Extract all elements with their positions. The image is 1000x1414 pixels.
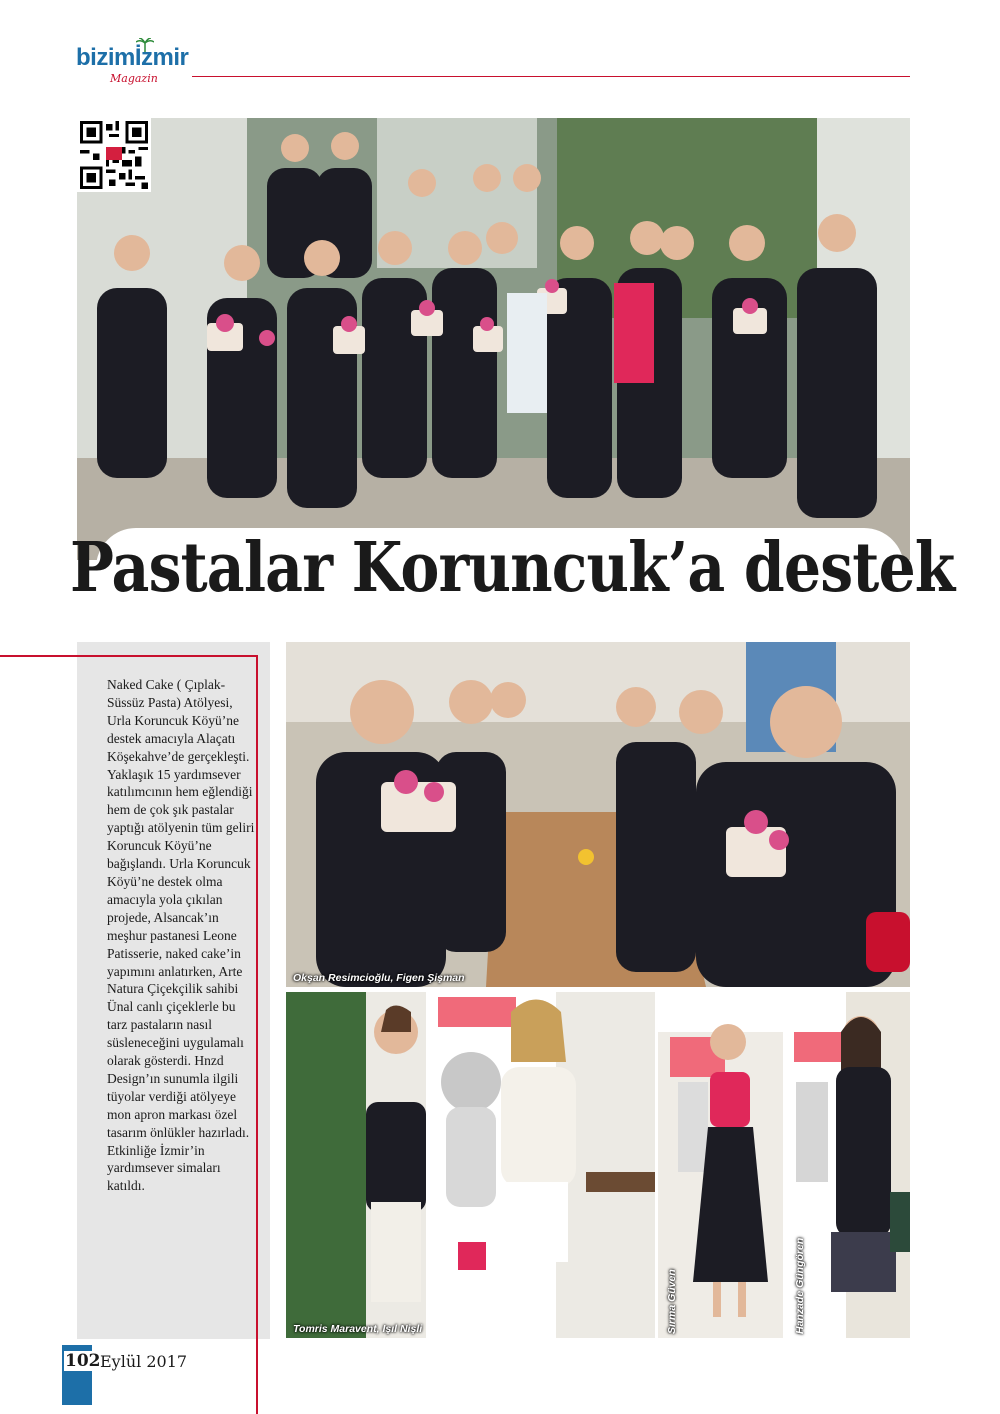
accent-rule-horizontal: [0, 655, 258, 657]
koruncuk-banner-photo: [286, 992, 655, 1338]
palm-tree-icon: [136, 38, 154, 52]
hero-group-photo: [77, 118, 910, 560]
photo2-caption: Okşan Resimcioğlu, Figen Şişman: [293, 972, 465, 984]
accent-rule-vertical: [256, 655, 258, 1414]
page-number: 102: [65, 1351, 101, 1371]
workshop-photo-illustration: [286, 642, 910, 987]
banner-photo-illustration: [286, 992, 655, 1338]
header-rule: [192, 76, 910, 77]
photo3-caption: Tomris Maravent, Işıl Nişli: [293, 1323, 423, 1335]
logo-text: bizimİzmir: [76, 44, 189, 71]
photo5-caption: Hanzade Güngören: [794, 1237, 806, 1334]
photo4-caption: Sırma Güven: [666, 1269, 678, 1334]
magazine-logo: [76, 44, 206, 88]
workshop-table-photo: [286, 642, 910, 987]
issue-date: Eylül 2017: [100, 1352, 188, 1371]
qr-code[interactable]: [77, 118, 151, 192]
hero-photo-illustration: [77, 118, 910, 560]
qr-code-icon: [80, 121, 148, 189]
article-headline: Pastalar Koruncuk’a destek: [70, 528, 955, 608]
article-body: Naked Cake ( Çıplak- Süssüz Pasta) Atölyesi, Urla Koruncuk Köyü’ne destek amacıyla Alaçatı Köşekahve’de gerçekleşti. Yaklaşık 15 yardımsever katılımcının hem eğlendiği hem de çok şık pastalar yaptığı atölyenin tüm geliri Koruncuk Köyü’ne bağışlandı. Urla Koruncuk Köyü’ne destek olma amacıyla yola çıkılan projede, Alsancak’ın meşhur pastanesi Leone Patisserie, naked cake’in yapımını anlatırken, Arte Natura Çiçekçilik sahibi Ünal canlı çiçeklerle bu tarz pastaların nasıl süsleneceğini uygulamalı olarak gösterdi. Hnzd Design’ın sunumla ilgili tüyolar verdiği atölyeye mon apron markası özel tasarım önlükler hazırladı. Etkinliğe İzmir’in yardımsever simaları katıldı.: [107, 677, 255, 1194]
logo-subtitle: Magazin: [110, 72, 158, 85]
page-number-tab: [62, 1345, 101, 1405]
